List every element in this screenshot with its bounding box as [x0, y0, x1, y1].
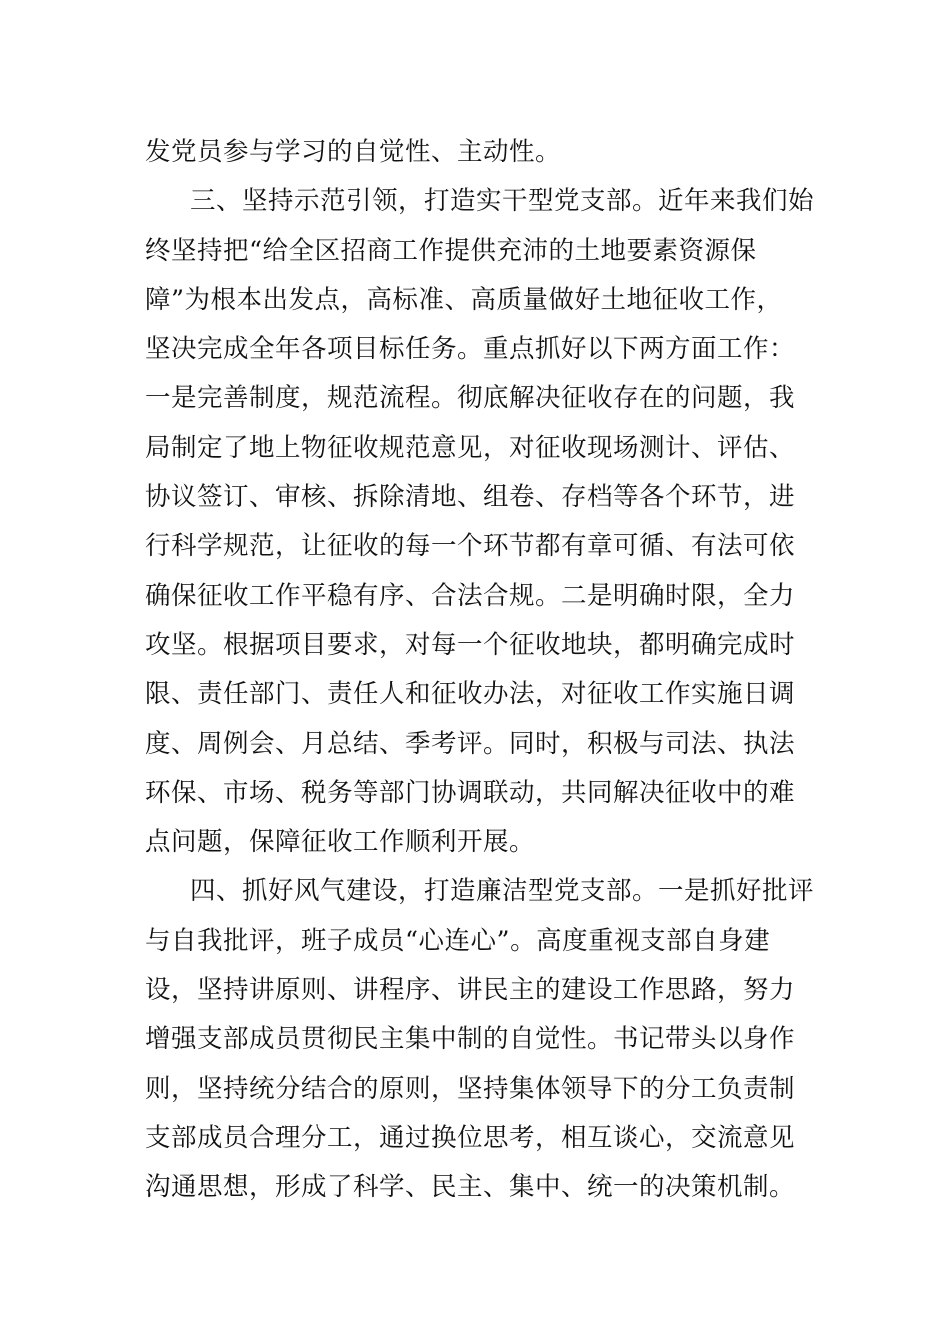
text-line-6: 一是完善制度，规范流程。彻底解决征收存在的问题，我: [145, 383, 796, 414]
text-line-5: 坚决完成全年各项目标任务。重点抓好以下两方面工作：: [145, 334, 796, 365]
text-line-18: 设，坚持讲原则、讲程序、讲民主的建设工作思路，努力: [145, 975, 796, 1006]
section-heading-3: 三、坚持示范引领，打造实干型党支部。近年来我们始: [190, 186, 815, 217]
text-line-21: 支部成员合理分工，通过换位思考，相互谈心，交流意见: [145, 1122, 796, 1153]
text-line-3: 终坚持把“给全区招商工作提供充沛的土地要素资源保: [145, 235, 757, 266]
text-line-8: 协议签订、审核、拆除清地、组卷、存档等各个环节，进: [145, 482, 796, 513]
text-line-22: 沟通思想，形成了科学、民主、集中、统一的决策机制。: [145, 1172, 796, 1203]
section-heading-4: 四、抓好风气建设，打造廉洁型党支部。一是抓好批评: [190, 876, 815, 907]
text-line-9: 行科学规范，让征收的每一个环节都有章可循、有法可依: [145, 531, 796, 562]
text-line-20: 则，坚持统分结合的原则，坚持集体领导下的分工负责制: [145, 1073, 796, 1104]
text-line-17: 与自我批评，班子成员“心连心”。高度重视支部自身建: [145, 925, 771, 956]
text-line-13: 度、周例会、月总结、季考评。同时，积极与司法、执法: [145, 728, 796, 759]
text-line-12: 限、责任部门、责任人和征收办法，对征收工作实施日调: [145, 679, 796, 710]
text-line-1: 发党员参与学习的自觉性、主动性。: [145, 137, 562, 167]
text-line-10: 确保征收工作平稳有序、合法合规。二是明确时限，全力: [145, 580, 796, 611]
text-line-19: 增强支部成员贯彻民主集中制的自觉性。书记带头以身作: [145, 1024, 796, 1055]
text-line-7: 局制定了地上物征收规范意见，对征收现场测计、评估、: [145, 432, 796, 463]
document-body: [145, 128, 815, 1213]
text-line-11: 攻坚。根据项目要求，对每一个征收地块，都明确完成时: [145, 629, 796, 660]
text-line-4: 障”为根本出发点，高标准、高质量做好土地征收工作，: [145, 284, 783, 315]
text-line-14: 环保、市场、税务等部门协调联动，共同解决征收中的难: [145, 777, 796, 808]
text-line-15: 点问题，保障征收工作顺利开展。: [145, 827, 536, 858]
